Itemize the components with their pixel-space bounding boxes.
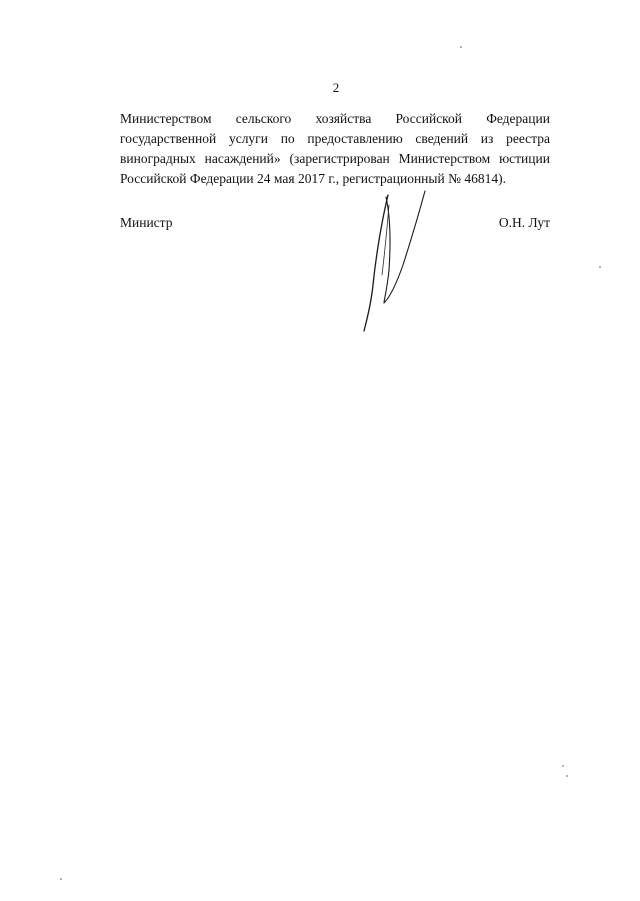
word: (зарегистрирован: [289, 151, 390, 166]
word: Министерством: [120, 111, 212, 126]
body-paragraph: [120, 109, 550, 189]
word: юстиции: [499, 151, 550, 166]
word: Министерством: [398, 151, 491, 166]
signature-block: [120, 215, 550, 231]
word: по: [280, 131, 295, 146]
scan-speck: [599, 266, 601, 268]
paragraph-line-4: Российской Федерации 24 мая 2017 г., регистрационный № 46814).: [120, 171, 506, 186]
word: реестра: [506, 131, 550, 146]
scan-speck: [60, 878, 62, 880]
position-label: Министр: [120, 215, 173, 230]
paragraph-line-1: [120, 109, 550, 129]
word: государственной: [120, 131, 217, 146]
word: хозяйства: [315, 111, 372, 126]
word: услуги: [228, 131, 268, 146]
word: Российской: [395, 111, 463, 126]
scan-speck: [460, 46, 462, 48]
signer-name: О.Н. Лут: [498, 215, 550, 230]
scan-speck: [566, 775, 568, 777]
handwritten-signature: [355, 185, 445, 335]
word: Федерации: [486, 111, 550, 126]
paragraph-line-3: [120, 149, 550, 169]
word: сведений: [415, 131, 469, 146]
page-number: 2: [332, 80, 340, 95]
word: виноградных: [120, 151, 196, 166]
word: сельского: [235, 111, 292, 126]
word: предоставлению: [307, 131, 403, 146]
word: из: [480, 131, 494, 146]
scan-speck: [562, 765, 564, 767]
paragraph-line-2: [120, 129, 550, 149]
word: насаждений»: [204, 151, 281, 166]
